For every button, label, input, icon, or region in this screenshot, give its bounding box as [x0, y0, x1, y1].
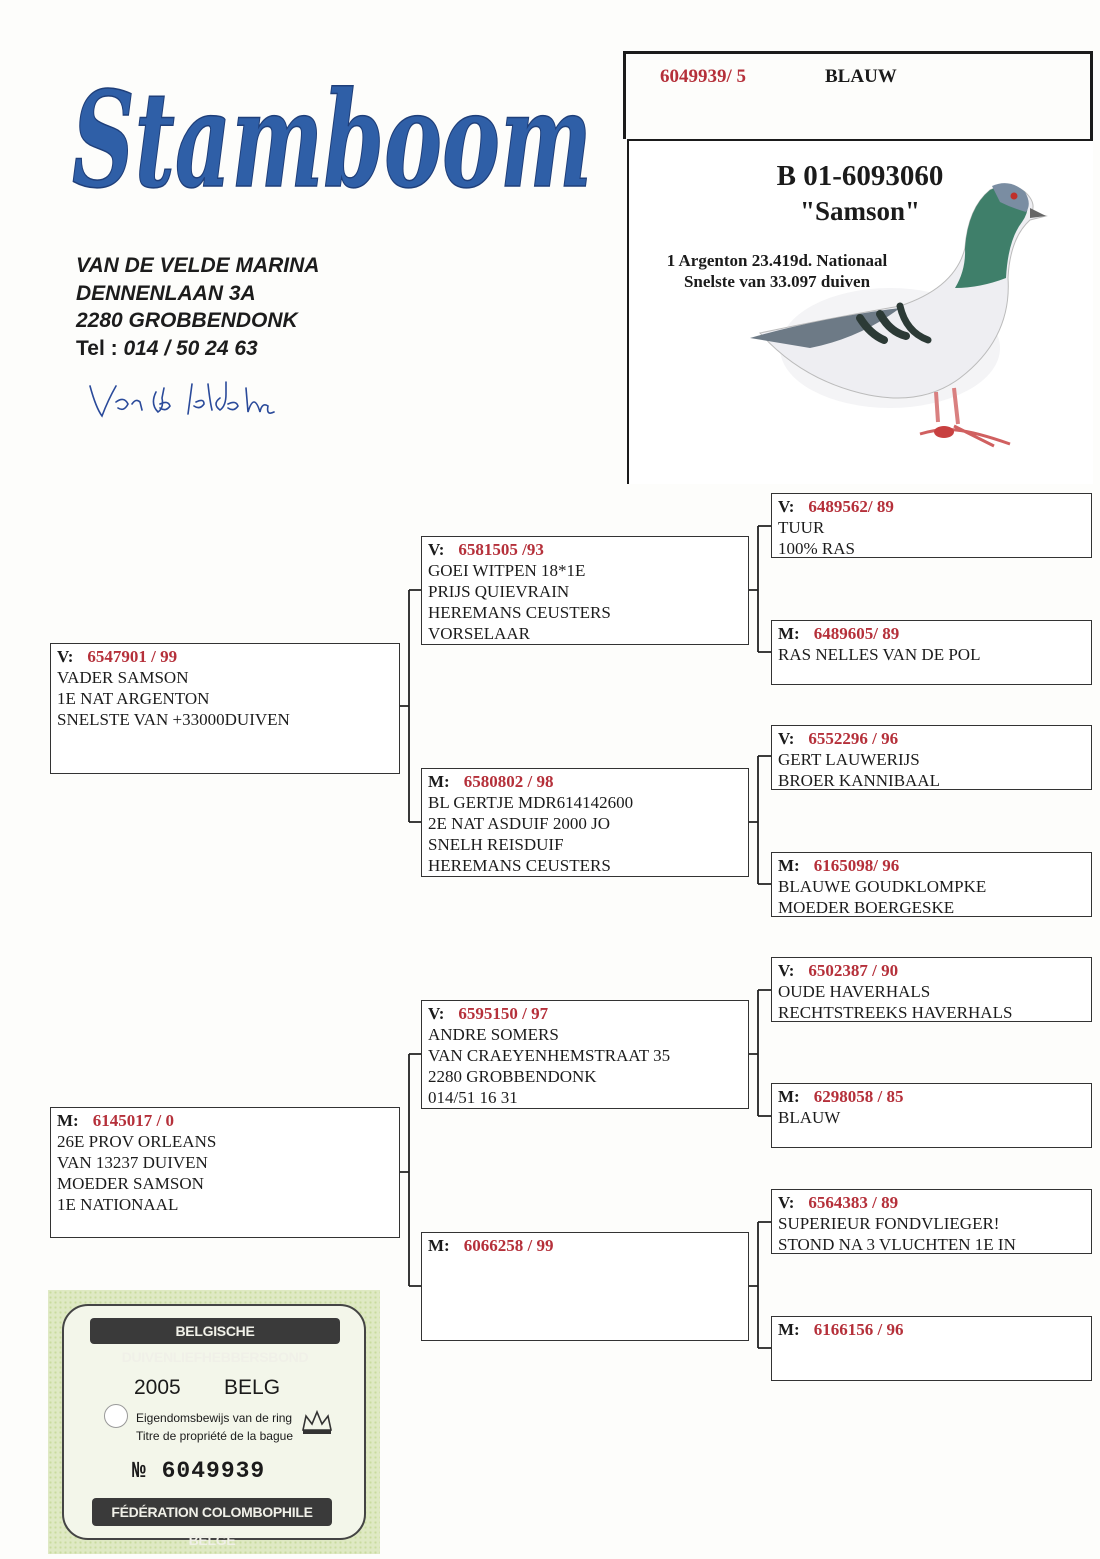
pedigree-box-header	[778, 728, 1085, 749]
pedigree-box-ggp-mmm	[771, 1316, 1092, 1381]
pedigree-info-line: MOEDER BOERGESKE	[778, 898, 955, 917]
pedigree-info-line: PRIJS QUIEVRAIN	[428, 582, 570, 601]
pedigree-info-line: STOND NA 3 VLUCHTEN 1E IN	[778, 1235, 1016, 1254]
pedigree-box-ggp-ffm	[771, 620, 1092, 685]
pedigree-info-line: TUUR	[778, 518, 825, 537]
sex-label: V:	[57, 647, 74, 666]
pedigree-box-header	[778, 1319, 1085, 1340]
pedigree-box-ggp-mff	[771, 957, 1092, 1022]
tel-number: 014 / 50 24 63	[123, 336, 258, 360]
pedigree-box-grandparent-mm	[421, 1232, 749, 1341]
pedigree-info-line: GOEI WITPEN 18*1E	[428, 561, 586, 580]
sex-label: M:	[778, 1087, 800, 1106]
certificate-year: 2005	[134, 1376, 181, 1399]
owner-telephone	[76, 335, 319, 363]
ring-number: 6580802 / 98	[463, 772, 554, 791]
ring-number: 6049939/ 5	[660, 66, 747, 87]
certificate-number: № 6049939	[132, 1458, 266, 1484]
federation-name-fr: FÉDÉRATION COLOMBOPHILE BELGE	[92, 1498, 332, 1526]
pedigree-info-line: VAN CRAEYENHEMSTRAAT 35	[428, 1046, 671, 1065]
pedigree-info-line: SNELH REISDUIF	[428, 835, 564, 854]
pedigree-box-header	[428, 771, 742, 792]
pedigree-info-line: 2280 GROBBENDONK	[428, 1067, 597, 1086]
pedigree-box-header	[57, 1110, 393, 1131]
pedigree-box-header	[778, 623, 1085, 644]
federation-name-nl: BELGISCHE DUIVENLIEFHEBBERSBOND	[90, 1318, 340, 1344]
pedigree-info-line: VORSELAAR	[428, 624, 531, 643]
ring-number: 6581505 /93	[458, 540, 544, 559]
pedigree-box-header	[428, 1003, 742, 1024]
punch-hole	[104, 1404, 128, 1428]
pedigree-box-ggp-fff	[771, 493, 1092, 558]
sex-label: M:	[428, 1236, 450, 1255]
sex-label: V:	[428, 1004, 445, 1023]
pedigree-info-line: 100% RAS	[778, 539, 855, 558]
pedigree-box-ggp-fmf	[771, 725, 1092, 790]
sex-label: M:	[778, 856, 800, 875]
pedigree-box-grandparent-ff	[421, 536, 749, 645]
certificate-label-nl: Eigendomsbewijs van de ring	[136, 1411, 293, 1425]
pedigree-box-header	[778, 855, 1085, 876]
ring-number: 6166156 / 96	[813, 1320, 904, 1339]
pigeon-result-1: 1 Argenton 23.419d. Nationaal	[666, 251, 888, 270]
title-text: Stamboom	[72, 63, 592, 218]
ring-number: 6502387 / 90	[808, 961, 899, 980]
pedigree-info-line: BLAUW	[778, 1108, 841, 1127]
sex-label: M:	[778, 624, 800, 643]
pedigree-info-line: OUDE HAVERHALS	[778, 982, 931, 1001]
ring-number: 6489562/ 89	[808, 497, 894, 516]
pedigree-info-line: BLAUWE GOUDKLOMPKE	[778, 877, 987, 896]
pedigree-box-header	[778, 960, 1085, 981]
sex-label: V:	[778, 497, 795, 516]
pedigree-info-line: BROER KANNIBAAL	[778, 771, 940, 790]
pedigree-box-parent-father	[50, 643, 400, 774]
pedigree-box-header	[778, 496, 1085, 517]
pigeon-name: "Samson"	[799, 196, 920, 226]
ring-number: 6489605/ 89	[813, 624, 900, 643]
pedigree-info-line: VAN 13237 DUIVEN	[57, 1153, 208, 1172]
crown-icon	[300, 1408, 334, 1436]
pedigree-title	[66, 58, 606, 228]
owner-city: 2280 GROBBENDONK	[76, 309, 298, 332]
owner-street: DENNENLAAN 3A	[76, 281, 256, 305]
pigeon-color: BLAUW	[825, 66, 897, 87]
pedigree-info-line: 014/51 16 31	[428, 1088, 518, 1107]
ring-ownership-certificate	[48, 1290, 380, 1554]
pedigree-info-line: SNELSTE VAN +33000DUIVEN	[57, 710, 290, 729]
pedigree-info-line: SUPERIEUR FONDVLIEGER!	[778, 1214, 1000, 1233]
ring-number: 6066258 / 99	[463, 1236, 554, 1255]
ring-number: 6595150 / 97	[458, 1004, 549, 1023]
certificate-label-fr: Titre de propriété de la bague	[136, 1429, 293, 1443]
pedigree-box-grandparent-mf	[421, 1000, 749, 1109]
pedigree-info-line: VADER SAMSON	[57, 668, 189, 687]
tel-label: Tel :	[76, 336, 124, 360]
owner-name: VAN DE VELDE MARINA	[76, 254, 320, 277]
pedigree-info-line: ANDRE SOMERS	[428, 1025, 559, 1044]
ring-number: 6298058 / 85	[813, 1087, 904, 1106]
pedigree-box-parent-mother	[50, 1107, 400, 1238]
sex-label: M:	[778, 1320, 800, 1339]
pedigree-box-header	[428, 539, 742, 560]
pedigree-box-grandparent-fm	[421, 768, 749, 877]
ring-number: 6547901 / 99	[87, 647, 178, 666]
pedigree-box-header	[428, 1235, 742, 1256]
pedigree-info-line: 26E PROV ORLEANS	[57, 1132, 217, 1151]
pedigree-info-line: 2E NAT ASDUIF 2000 JO	[428, 814, 610, 833]
pedigree-info-line: RAS NELLES VAN DE POL	[778, 645, 981, 664]
owner-address	[76, 252, 319, 362]
pedigree-box-ggp-fmm	[771, 852, 1092, 917]
sex-label: V:	[778, 1193, 795, 1212]
pedigree-info-line: 1E NAT ARGENTON	[57, 689, 210, 708]
pedigree-info-line: HEREMANS CEUSTERS	[428, 856, 611, 875]
pedigree-box-header	[57, 646, 393, 667]
ring-number: 6564383 / 89	[808, 1193, 899, 1212]
sex-label: V:	[778, 961, 795, 980]
pedigree-box-header	[778, 1192, 1085, 1213]
ring-number: 6165098/ 96	[813, 856, 900, 875]
ring-number: 6145017 / 0	[92, 1111, 174, 1130]
pedigree-info-line: 1E NATIONAAL	[57, 1195, 179, 1214]
sex-label: V:	[428, 540, 445, 559]
pedigree-info-line: MOEDER SAMSON	[57, 1174, 204, 1193]
pedigree-info-line: GERT LAUWERIJS	[778, 750, 920, 769]
pedigree-info-line: BL GERTJE MDR614142600	[428, 793, 634, 812]
pedigree-info-line: RECHTSTREEKS HAVERHALS	[778, 1003, 1013, 1022]
sex-label: M:	[57, 1111, 79, 1130]
pedigree-box-header	[778, 1086, 1085, 1107]
pedigree-box-ggp-mfm	[771, 1083, 1092, 1148]
ring-header-box	[623, 51, 1093, 139]
pigeon-results	[632, 250, 922, 292]
certificate-country: BELG	[224, 1376, 281, 1399]
pedigree-info-line: HEREMANS CEUSTERS	[428, 603, 611, 622]
sex-label: M:	[428, 772, 450, 791]
sex-label: V:	[778, 729, 795, 748]
pigeon-ring: B 01-6093060	[776, 160, 944, 192]
handwritten-signature	[86, 378, 356, 428]
pigeon-result-2: Snelste van 33.097 duiven	[683, 272, 871, 291]
ring-number: 6552296 / 96	[808, 729, 899, 748]
pedigree-box-ggp-mmf	[771, 1189, 1092, 1254]
